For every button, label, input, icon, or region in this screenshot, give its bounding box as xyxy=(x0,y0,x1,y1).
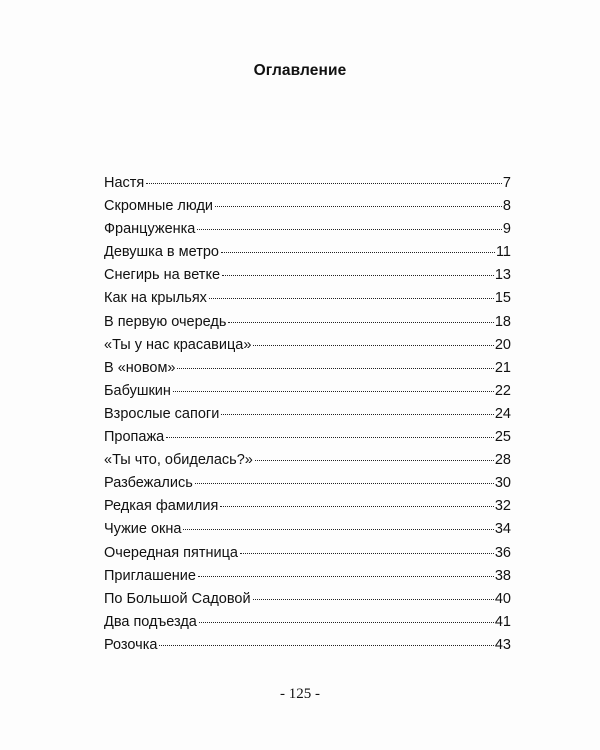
toc-entry-page: 11 xyxy=(495,244,511,261)
toc-entry xyxy=(104,426,511,449)
toc-entry-title: Француженка xyxy=(104,221,196,238)
toc-entry-title: Снегирь на ветке xyxy=(104,267,221,284)
toc-entry-page: 15 xyxy=(494,290,511,307)
toc-entry-title: Два подъезда xyxy=(104,613,197,630)
dot-leader xyxy=(197,229,502,230)
toc-entry xyxy=(104,588,511,611)
dot-leader xyxy=(195,483,494,484)
toc-entry-page: 40 xyxy=(494,590,511,607)
dot-leader xyxy=(240,553,494,554)
dot-leader xyxy=(177,368,493,369)
dot-leader xyxy=(255,460,494,461)
toc-entry-page: 30 xyxy=(494,475,511,492)
toc-entry-title: «Ты у нас красавица» xyxy=(104,336,252,353)
table-of-contents xyxy=(104,172,511,657)
toc-entry-title: Приглашение xyxy=(104,567,196,584)
toc-entry-title: Очередная пятница xyxy=(104,544,238,561)
toc-entry xyxy=(104,172,511,195)
toc-entry xyxy=(104,311,511,334)
toc-entry xyxy=(104,287,511,310)
toc-entry-title: Пропажа xyxy=(104,429,165,446)
toc-entry xyxy=(104,334,511,357)
toc-entry-title: Разбежались xyxy=(104,475,193,492)
toc-entry-page: 32 xyxy=(494,498,511,515)
toc-entry xyxy=(104,611,511,634)
toc-entry-page: 24 xyxy=(494,405,511,422)
toc-entry-page: 38 xyxy=(494,567,511,584)
toc-entry-title: Девушка в метро xyxy=(104,244,219,261)
toc-entry-title: Бабушкин xyxy=(104,382,171,399)
dot-leader xyxy=(215,206,502,207)
toc-entry-page: 28 xyxy=(494,452,511,469)
toc-entry xyxy=(104,195,511,218)
dot-leader xyxy=(221,414,494,415)
toc-entry-title: Настя xyxy=(104,175,145,191)
toc-entry-title: «Ты что, обиделась?» xyxy=(104,452,253,469)
toc-entry xyxy=(104,634,511,657)
dot-leader xyxy=(253,599,494,600)
toc-entry xyxy=(104,403,511,426)
toc-entry xyxy=(104,380,511,403)
toc-entry-page: 8 xyxy=(502,198,511,215)
dot-leader xyxy=(166,437,494,438)
toc-entry-title: Взрослые сапоги xyxy=(104,405,220,422)
toc-entry-title: Чужие окна xyxy=(104,521,182,538)
toc-entry-page: 13 xyxy=(494,267,511,284)
toc-entry xyxy=(104,264,511,287)
toc-entry xyxy=(104,518,511,541)
page-title: Оглавление xyxy=(253,62,347,79)
dot-leader xyxy=(183,529,493,530)
dot-leader xyxy=(199,622,494,623)
toc-entry-page: 21 xyxy=(494,359,511,376)
toc-entry-title: Как на крыльях xyxy=(104,290,207,307)
dot-leader xyxy=(209,298,494,299)
dot-leader xyxy=(159,645,493,646)
toc-entry-page: 20 xyxy=(494,336,511,353)
dot-leader xyxy=(221,252,495,253)
page-number: - 125 - xyxy=(280,686,320,702)
toc-entry-title: В первую очередь xyxy=(104,313,227,330)
toc-entry-title: Редкая фамилия xyxy=(104,498,219,515)
dot-leader xyxy=(228,322,493,323)
toc-entry-title: Розочка xyxy=(104,636,158,653)
toc-entry xyxy=(104,241,511,264)
toc-entry-page: 34 xyxy=(494,521,511,538)
toc-entry xyxy=(104,495,511,518)
toc-entry-title: По Большой Садовой xyxy=(104,590,251,607)
toc-entry-title: В «новом» xyxy=(104,359,176,376)
toc-entry-page: 7 xyxy=(502,175,511,191)
toc-entry-page: 22 xyxy=(494,382,511,399)
toc-entry-page: 18 xyxy=(494,313,511,330)
toc-entry-page: 9 xyxy=(502,221,511,238)
toc-entry-page: 25 xyxy=(494,429,511,446)
toc-entry xyxy=(104,357,511,380)
dot-leader xyxy=(222,275,494,276)
toc-entry xyxy=(104,449,511,472)
dot-leader xyxy=(220,506,494,507)
toc-entry xyxy=(104,472,511,495)
toc-entry-page: 36 xyxy=(494,544,511,561)
toc-entry xyxy=(104,218,511,241)
dot-leader xyxy=(146,183,502,184)
dot-leader xyxy=(253,345,493,346)
toc-entry-page: 41 xyxy=(494,613,511,630)
toc-entry xyxy=(104,542,511,565)
dot-leader xyxy=(198,576,494,577)
toc-entry-page: 43 xyxy=(494,636,511,653)
dot-leader xyxy=(173,391,494,392)
toc-entry xyxy=(104,565,511,588)
toc-entry-title: Скромные люди xyxy=(104,198,214,215)
